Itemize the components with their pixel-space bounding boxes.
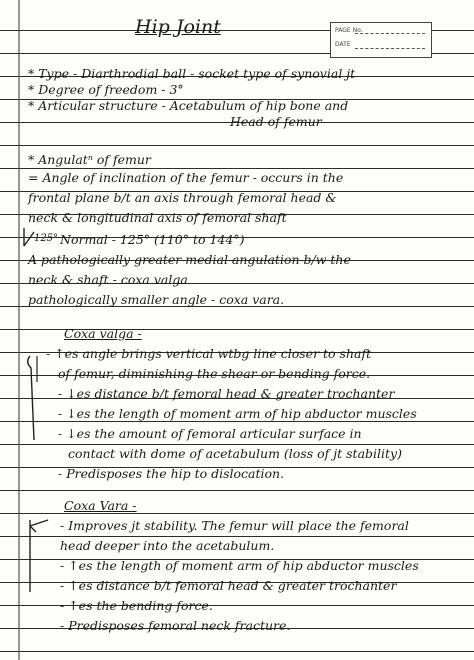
note-line: A pathologically greater medial angulation b/w the <box>28 252 351 267</box>
margin-line <box>18 0 20 660</box>
note-line: - ↑es the bending force. <box>60 598 213 613</box>
note-line: head deeper into the acetabulum. <box>60 538 275 553</box>
note-line: * Degree of freedom - 3° <box>28 82 184 97</box>
note-line: - Predisposes the hip to dislocation. <box>58 466 285 481</box>
note-line: Normal - 125° (110° to 144°) <box>60 232 245 247</box>
page-title: Hip Joint <box>135 16 221 38</box>
note-line: - ↓es the length of moment arm of hip abductor muscles <box>58 406 417 421</box>
note-line: - Predisposes femoral neck fracture. <box>60 618 291 633</box>
note-line: neck & shaft - coxa valga <box>28 272 188 287</box>
note-line: pathologically smaller angle - coxa vara. <box>28 292 285 307</box>
page-date-box <box>330 22 432 58</box>
note-line: frontal plane b/t an axis through femoral head & <box>28 190 337 205</box>
section-heading: * Angulatⁿ of femur <box>28 152 151 167</box>
angle-label: 125° <box>34 233 59 244</box>
note-line: = Angle of inclination of the femur - occurs in the <box>28 170 344 185</box>
note-line: - ↓es distance b/t femoral head & greater trochanter <box>58 386 395 401</box>
date-label: DATE <box>335 41 351 48</box>
note-line: * Articular structure - Acetabulum of hip bone and <box>28 98 349 113</box>
section-heading: Coxa Vara - <box>64 498 137 513</box>
note-line: - ↑es angle brings vertical wtbg line closer to shaft <box>46 346 372 361</box>
note-line: * Type - Diarthrodial ball - socket type of synovial jt <box>28 66 356 81</box>
note-line: of femur, diminishing the shear or bending force. <box>58 366 371 381</box>
note-line: - ↓es the amount of femoral articular surface in <box>58 426 362 441</box>
coxa-valga-sketch-icon <box>22 352 44 442</box>
note-line: Head of femur <box>230 114 322 129</box>
section-heading: Coxa valga - <box>64 326 142 341</box>
note-line: - ↑es the length of moment arm of hip abductor muscles <box>60 558 419 573</box>
note-line: - ↑es distance b/t femoral head & greater trochanter <box>60 578 397 593</box>
page-number-label: PAGE No. <box>335 27 363 34</box>
note-line: contact with dome of acetabulum (loss of jt stability) <box>68 446 402 461</box>
coxa-vara-sketch-icon <box>22 514 52 594</box>
note-line: - Improves jt stability. The femur will place the femoral <box>60 518 409 533</box>
note-line: neck & longitudinal axis of femoral shaft <box>28 210 287 225</box>
